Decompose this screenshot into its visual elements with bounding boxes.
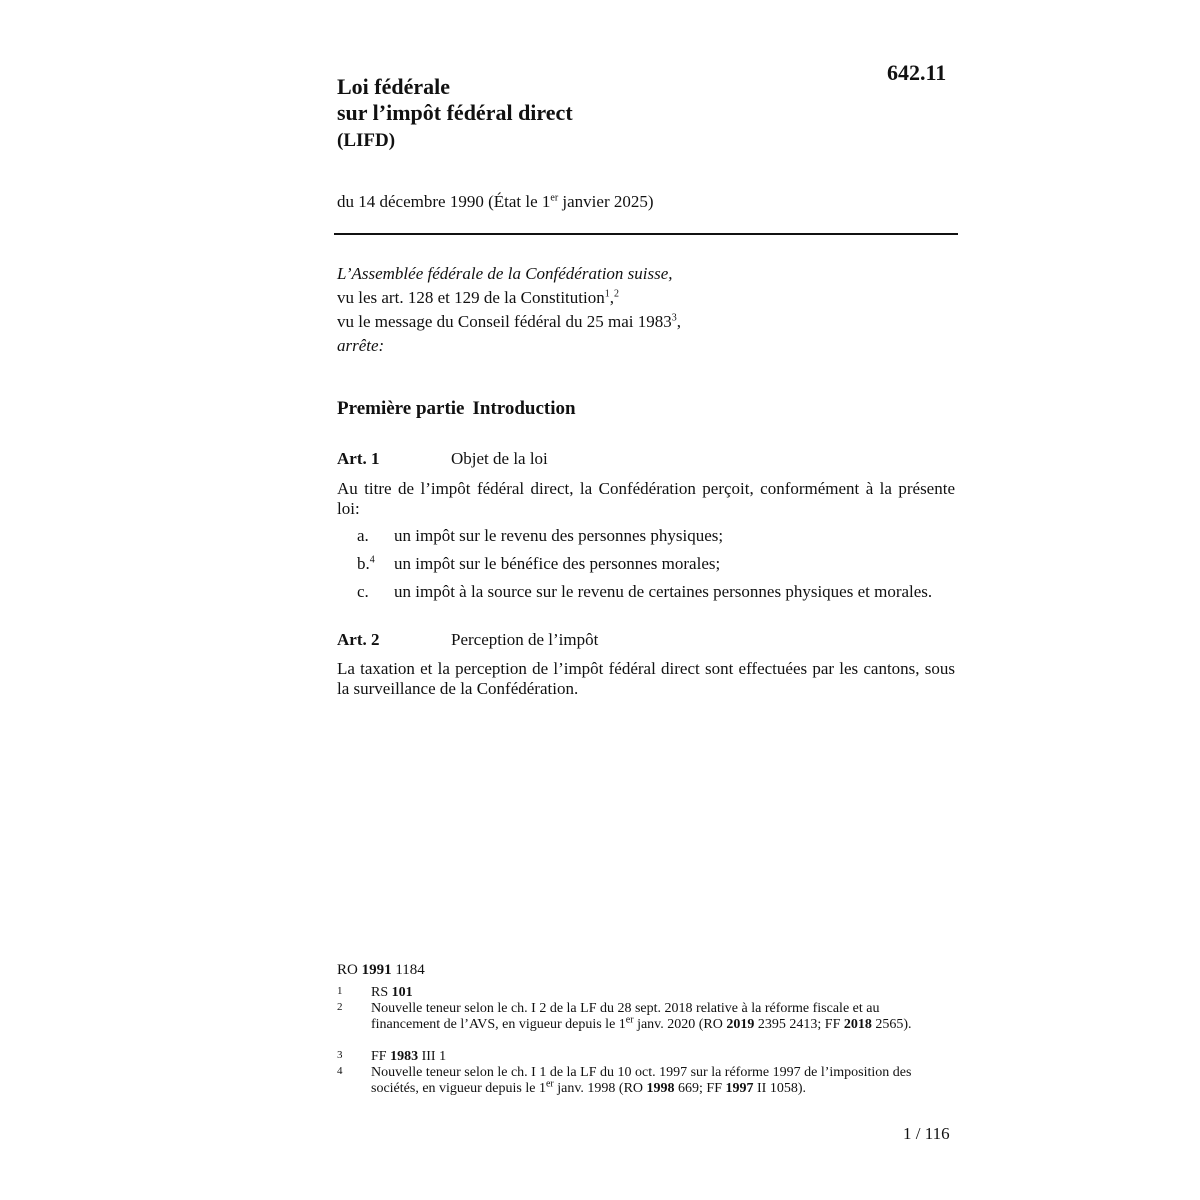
footnote-segment: Nouvelle teneur selon le ch. I 1 de la LF du 10 oct. 1997 sur la réforme 1997 de l’imposition des sociétés, en vigueur depuis le 1 (371, 1065, 912, 1096)
footnote-number: 3 (337, 1049, 343, 1061)
footnote-number: 4 (337, 1065, 343, 1077)
list-item-letter: b. (357, 554, 370, 573)
footnote-segment: Nouvelle teneur selon le ch. I 2 de la LF du 28 sept. 2018 relative à la réforme fiscale et au financement de l’AVS, en vigueur depuis le 1 (371, 1001, 880, 1032)
footnote-text (371, 985, 947, 1001)
footnote-text (371, 1001, 947, 1033)
footnote (337, 1001, 947, 1033)
article-number: Art. 1 (337, 449, 380, 468)
footnote-ref-1[interactable]: 1 (604, 288, 610, 300)
article-1-heading (337, 449, 379, 469)
preamble-message-line (337, 310, 681, 334)
footnote-segment: FF (371, 1049, 391, 1064)
list-item-text: un impôt à la source sur le revenu de certaines personnes physiques et morales. (394, 582, 933, 601)
footnote-ref-2[interactable]: 2 (613, 288, 619, 300)
footnote-segment: 1998 (646, 1081, 675, 1096)
article-2-text: La taxation et la perception de l’impôt fédéral direct sont effectuées par les cantons, sous la surveillance de la Confédération. (337, 659, 955, 698)
list-item-label: a. (357, 526, 369, 545)
law-title (337, 74, 573, 126)
preamble-message-text: vu le message du Conseil fédéral du 25 mai 1983 (337, 312, 672, 331)
date-superscript: er (550, 192, 559, 204)
footnote-ref-4[interactable]: 4 (369, 554, 375, 566)
preamble-constitution-line: vu les art. 128 et 129 de la Constitution$^1$,$^2$ (337, 288, 619, 307)
footnote-segment: er (625, 1014, 634, 1026)
footnote (337, 1065, 947, 1097)
enacting-body: L’Assemblée fédérale de la Confédération suisse, (337, 264, 673, 283)
footnote-segment: 669; FF (674, 1081, 726, 1096)
list-item (357, 582, 932, 602)
ro-page: 1184 (391, 962, 425, 978)
date-text-end: janvier 2025) (558, 192, 654, 211)
page-number: 1 / 116 (903, 1124, 950, 1143)
footnote-number: 2 (337, 1001, 343, 1013)
list-item-text: un impôt sur le revenu des personnes physiques; (394, 526, 724, 545)
ro-year: 1991 (361, 962, 392, 978)
article-1-text: Au titre de l’impôt fédéral direct, la Confédération perçoit, conformément à la présente loi: (337, 479, 955, 518)
article-2-title: Perception de l’impôt (451, 630, 599, 649)
footnote-segment: II 1058). (753, 1081, 807, 1096)
footnote (337, 985, 947, 1001)
article-1-title: Objet de la loi (451, 449, 548, 468)
footnote-text (371, 1049, 947, 1065)
footnote-segment: 1997 (725, 1081, 754, 1096)
footnote-ref-3[interactable]: 3 (671, 312, 677, 324)
preamble-message-end: , (676, 312, 681, 331)
footnote-segment: RS (371, 985, 392, 1000)
footnote-number: 1 (337, 985, 343, 997)
part-label: Première partie (337, 398, 465, 419)
preamble (337, 262, 681, 358)
systematic-number: 642.11 (887, 60, 947, 85)
ro-prefix: RO (337, 962, 362, 978)
footnote-segment: 101 (391, 985, 413, 1000)
footnote-segment: janv. 2020 (RO (633, 1017, 727, 1032)
article-number: Art. 2 (337, 630, 380, 649)
official-compilation-ref (337, 962, 425, 979)
list-item-text: un impôt sur le bénéfice des personnes morales; (394, 554, 721, 573)
list-item-label: c. (357, 582, 369, 601)
law-title-line-2: sur l’impôt fédéral direct (337, 100, 573, 125)
part-title: Introduction (472, 398, 576, 419)
footnote (337, 1049, 947, 1065)
footnote-segment: 1983 (390, 1049, 419, 1064)
list-item (357, 554, 720, 574)
article-2-heading (337, 630, 379, 650)
law-title-line-1: Loi fédérale (337, 74, 451, 99)
law-abbreviation: (LIFD) (337, 130, 396, 151)
footnote-segment: janv. 1998 (RO (553, 1081, 647, 1096)
footnote-segment: 2019 (726, 1017, 755, 1032)
header-divider (334, 233, 958, 235)
preamble-constitution-text: vu les art. 128 et 129 de la Constitution (337, 288, 605, 307)
footnote-segment: er (545, 1078, 554, 1090)
decrees: arrête: (337, 336, 385, 355)
footnote-segment: 2018 (843, 1017, 872, 1032)
part-heading (337, 398, 576, 420)
footnote-segment: III 1 (418, 1049, 447, 1064)
list-item (357, 526, 723, 546)
date-line (337, 192, 654, 212)
footnote-segment: 2565). (871, 1017, 912, 1032)
footnote-text (371, 1065, 947, 1097)
list-item-label (357, 554, 394, 574)
date-text: du 14 décembre 1990 (État le 1 (337, 192, 551, 211)
footnote-segment: 2395 2413; FF (754, 1017, 844, 1032)
